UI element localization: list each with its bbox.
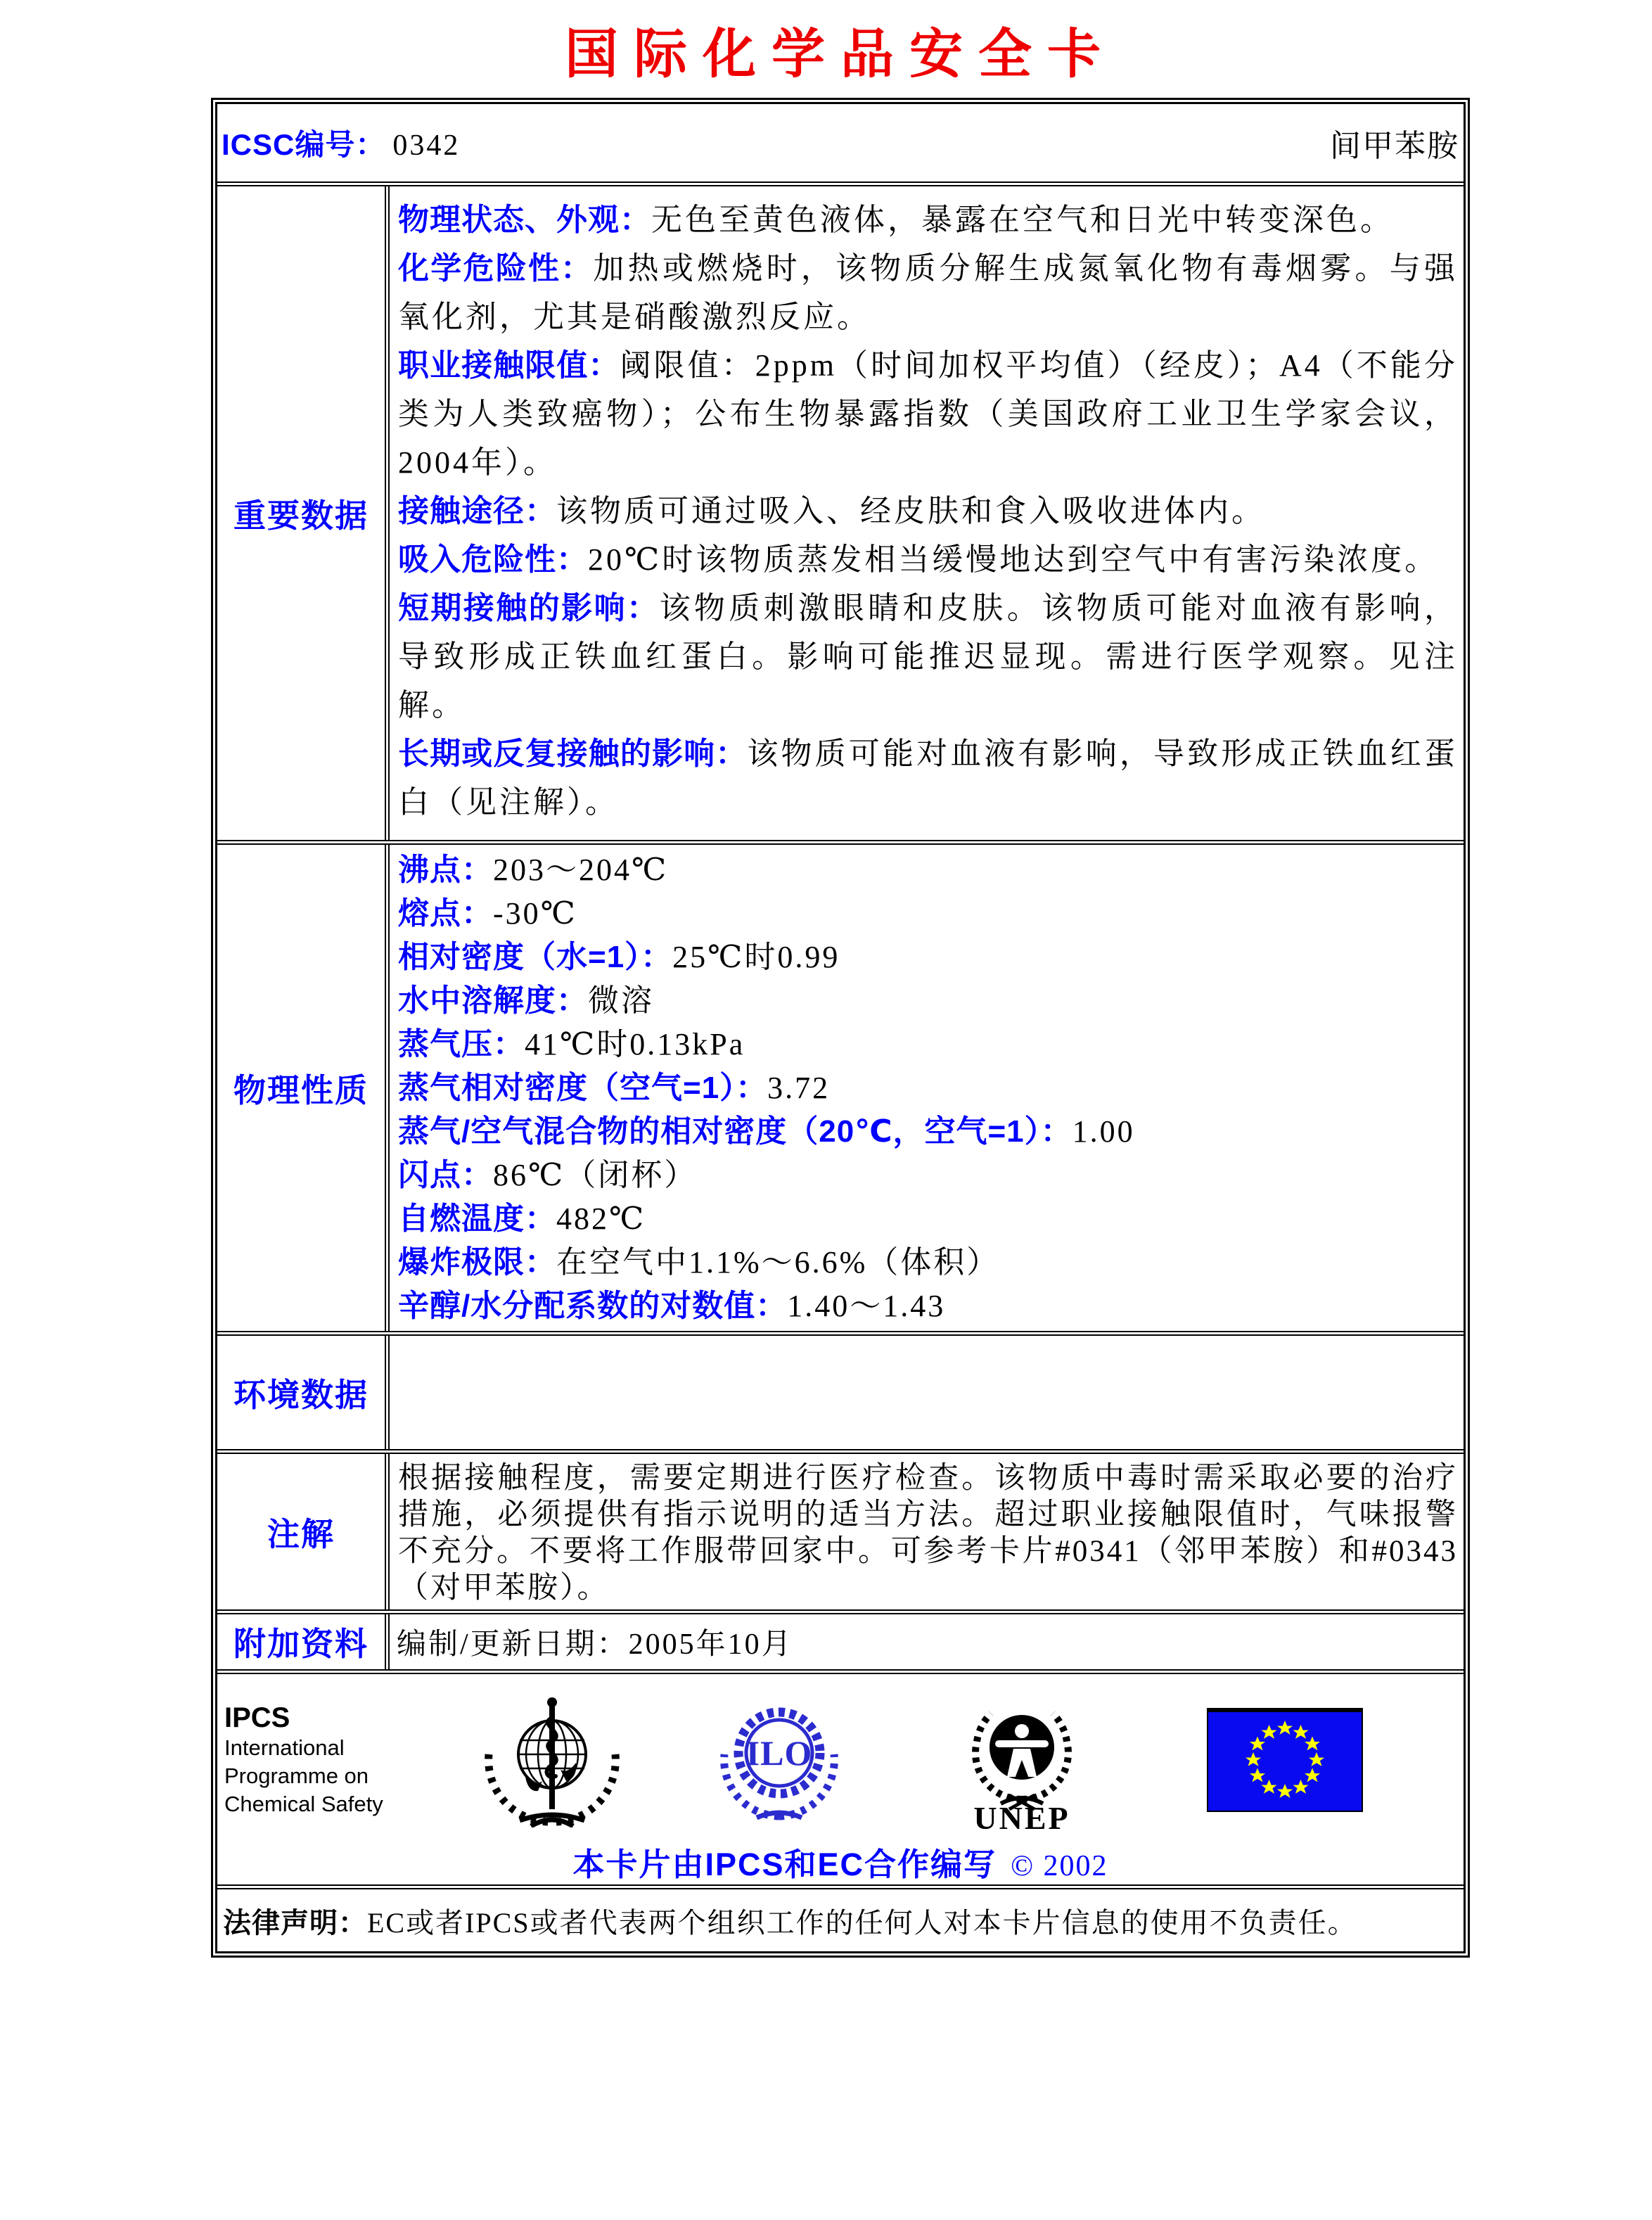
who-logo-icon [470, 1692, 634, 1827]
icsc-number-field [217, 122, 1330, 164]
entry [398, 535, 1458, 584]
entry [398, 1284, 1458, 1328]
ipcs-title: IPCS [224, 1702, 290, 1733]
entry-label: 蒸气/空气混合物的相对密度（20℃，空气=1）： [398, 1114, 1072, 1149]
entry [398, 244, 1458, 341]
ilo-logo-icon [715, 1698, 844, 1822]
entry-text: 3.72 [767, 1071, 831, 1105]
additional-info-section-label: 附加资料 [217, 1614, 390, 1669]
entry-label: 接触途径： [398, 494, 556, 528]
entry [398, 1023, 1458, 1066]
ipcs-subtitle-line: Programme on [224, 1763, 369, 1788]
entry [398, 1154, 1458, 1197]
entry [398, 892, 1458, 936]
notes-content [390, 1454, 1464, 1609]
update-date-text: 编制/更新日期：2005年10月 [397, 1628, 793, 1661]
page-title: 国际化学品安全卡 [565, 25, 1116, 84]
icsc-table [211, 98, 1470, 1958]
entry [398, 196, 1458, 244]
entry-text: 该物质可通过吸入、经皮肤和食入吸收进体内。 [556, 494, 1265, 528]
entry-text: 该物质可能对血液有影响，导致形成正铁血红蛋白（见注解）。 [398, 736, 1459, 819]
physical-properties-section-label: 物理性质 [217, 845, 390, 1331]
entry-label: 吸入危险性： [398, 542, 588, 577]
entry-text: 1.00 [1072, 1114, 1135, 1149]
entry-label: 闪点： [398, 1158, 493, 1192]
entry-label: 长期或反复接触的影响： [398, 736, 748, 771]
entry-label: 物理状态、外观： [398, 203, 651, 237]
entry-text: 微溶 [588, 983, 654, 1018]
icsc-number-label: ICSC编号： [222, 128, 386, 161]
entry-text: 加热或燃烧时，该物质分解生成氮氧化物有毒烟雾。与强氧化剂，尤其是硝酸激烈反应。 [398, 251, 1459, 334]
icsc-card-sheet [211, 0, 1470, 1958]
eu-flag-icon [1207, 1708, 1363, 1812]
entry-text: 在空气中1.1%～6.6%（体积） [556, 1245, 1000, 1280]
physical-properties-row [217, 840, 1464, 1331]
footer-caption-text: 本卡片由IPCS和EC合作编写 [572, 1846, 997, 1882]
legal-statement [217, 1901, 1357, 1941]
entry [398, 729, 1458, 827]
header-row [217, 104, 1464, 181]
entry [398, 487, 1458, 535]
ipcs-subtitle-line: Chemical Safety [224, 1792, 383, 1816]
entry-label: 化学危险性： [398, 251, 594, 286]
entry [398, 979, 1458, 1023]
ipcs-subtitle-line: International [224, 1735, 345, 1760]
important-data-row [217, 181, 1464, 840]
entry-label: 水中溶解度： [398, 983, 588, 1018]
icsc-number-value: 0342 [392, 129, 461, 162]
unep-logo-icon [960, 1687, 1084, 1833]
unep-letters: UNEP [973, 1800, 1070, 1833]
entry-label: 爆炸极限： [398, 1245, 556, 1280]
entry-label: 短期接触的影响： [398, 591, 660, 625]
entry-text: 25℃时0.99 [672, 940, 840, 974]
environmental-data-content [390, 1336, 1464, 1449]
entry-text: 阈限值：2ppm（时间加权平均值）（经皮）；A4（不能分类为人类致癌物）；公布生物暴露指数（美国政府工业卫生学家会议，2004年）。 [398, 348, 1458, 480]
logo-strip [217, 1687, 1464, 1833]
entry [398, 1066, 1458, 1110]
footer-copyright: © 2002 [1011, 1850, 1108, 1882]
entry [398, 936, 1458, 979]
entry-label: 自燃温度： [398, 1201, 556, 1236]
footer-caption [217, 1839, 1464, 1884]
entry-text: 20℃时该物质蒸发相当缓慢地达到空气中有害污染浓度。 [588, 542, 1439, 577]
entry-text: -30℃ [493, 896, 577, 931]
entry-label: 蒸气压： [398, 1027, 525, 1061]
entry-text: 41℃时0.13kPa [525, 1027, 745, 1061]
entry-label: 辛醇/水分配系数的对数值： [398, 1289, 788, 1323]
entry-label: 熔点： [398, 896, 493, 931]
entry [398, 1197, 1458, 1241]
ilo-letters: ILO [745, 1733, 813, 1773]
notes-text: 根据接触程度，需要定期进行医疗检查。该物质中毒时需采取必要的治疗措施，必须提供有指示说明的适当方法。超过职业接触限值时，气味报警不充分。不要将工作服带回家中。可参考卡片#0341（邻甲苯胺）和#0343（对甲苯胺）。 [398, 1462, 1458, 1605]
additional-info-row [217, 1609, 1464, 1669]
entry-label: 相对密度（水=1）： [398, 940, 673, 974]
additional-info-content [390, 1614, 1464, 1669]
footer-row [217, 1669, 1464, 1884]
entry-text: 1.40～1.43 [787, 1289, 946, 1323]
notes-section-label: 注解 [217, 1454, 390, 1609]
entry-text: 无色至黄色液体，暴露在空气和日光中转变深色。 [651, 203, 1394, 237]
entry [398, 1110, 1458, 1154]
legal-row [217, 1884, 1464, 1951]
legal-statement-label: 法律声明： [223, 1907, 367, 1939]
chemical-name: 间甲苯胺 [1330, 129, 1459, 163]
important-data-content [390, 186, 1464, 840]
entry-label: 职业接触限值： [398, 348, 620, 383]
important-data-section-label: 重要数据 [217, 186, 390, 840]
entry-label: 蒸气相对密度（空气=1）： [398, 1071, 768, 1105]
entry-text: 482℃ [556, 1201, 646, 1236]
entry [398, 584, 1458, 729]
entry-text: 86℃（闭杯） [493, 1158, 698, 1192]
entry [398, 341, 1458, 487]
entry-text: 203～204℃ [493, 853, 669, 887]
notes-row [217, 1449, 1464, 1609]
ipcs-text-block [224, 1702, 414, 1818]
legal-statement-text: EC或者IPCS或者代表两个组织工作的任何人对本卡片信息的使用不负责任。 [367, 1906, 1357, 1939]
entry-text: 该物质刺激眼睛和皮肤。该物质可能对血液有影响，导致形成正铁血红蛋白。影响可能推迟显现。需进行医学观察。见注解。 [398, 591, 1459, 722]
entry [398, 1241, 1458, 1284]
entry [398, 848, 1458, 892]
entry-label: 沸点： [398, 853, 493, 887]
environmental-data-row [217, 1331, 1464, 1449]
environmental-data-section-label: 环境数据 [217, 1336, 390, 1449]
physical-properties-content [390, 845, 1464, 1331]
